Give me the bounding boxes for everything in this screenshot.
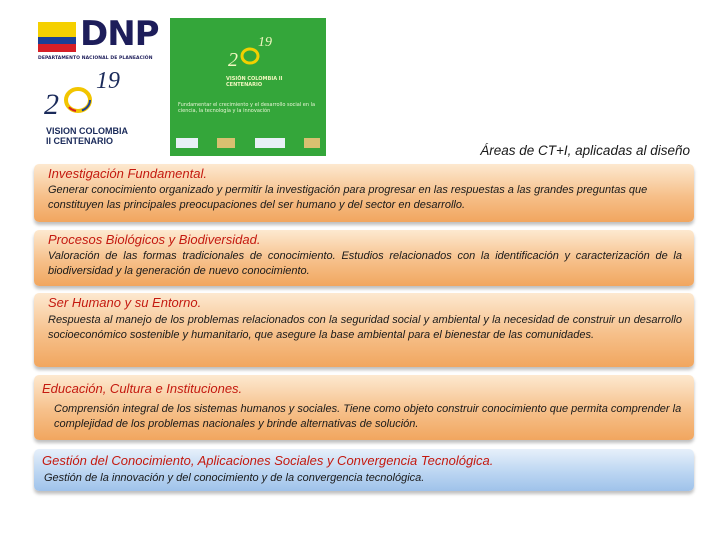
area-title: Educación, Cultura e Instituciones. — [42, 381, 243, 396]
cover-logo-icon — [176, 138, 198, 148]
area-title: Investigación Fundamental. — [48, 166, 207, 181]
area-title: Procesos Biológicos y Biodiversidad. — [48, 232, 261, 247]
area-description: Comprensión integral de los sistemas humanos y sociales. Tiene como objeto construir conocimiento que permita comprender la complejidad de los problemas nacionales y brinde alternativas de solución. — [54, 403, 682, 430]
area-description: Valoración de las formas tradicionales de conocimiento. Estudios relacionados con la identificación y caracterización de la biodiversidad y la generación de nuevo conocimiento. — [48, 250, 682, 277]
area-title: Ser Humano y su Entorno. — [48, 295, 202, 310]
cover-2019-emblem-icon — [226, 28, 276, 74]
vision-logo-text-line2: II CENTENARIO — [46, 136, 114, 146]
cover-dnp-icon — [255, 138, 285, 148]
vision-logo-text-line1: VISION COLOMBIA — [46, 126, 129, 136]
area-description: Gestión de la innovación y del conocimiento y de la convergencia tecnológica. — [44, 472, 425, 484]
cover-crest-icon — [304, 138, 320, 148]
svg-text:19: 19 — [258, 35, 272, 50]
vision-year-b: 19 — [96, 68, 120, 94]
area-box-investigacion — [34, 164, 694, 222]
area-box-procesos-biologicos — [34, 230, 694, 286]
area-description: Generar conocimiento organizado y permitir la investigación para progresar en las respuestas a las grandes preguntas que constituyen las principales preocupaciones del ser humano y del sector en desarrollo. — [48, 184, 648, 211]
cover-text: Fundamentar el crecimiento y el desarrollo social en la ciencia, la tecnología y la innovación — [178, 102, 316, 114]
vision-2019-emblem-icon — [40, 66, 170, 126]
vision-cover-image — [170, 18, 326, 156]
colombia-flag-icon — [38, 22, 76, 52]
dnp-logo-subtext: DEPARTAMENTO NACIONAL DE PLANEACIÓN — [38, 56, 153, 61]
cover-title: VISIÓN COLOMBIA II CENTENARIO — [226, 76, 283, 88]
area-title: Gestión del Conocimiento, Aplicaciones Sociales y Convergencia Tecnológica. — [42, 453, 494, 468]
area-box-educacion — [34, 375, 694, 440]
dnp-logo — [38, 14, 166, 68]
cover-seal-icon — [217, 138, 235, 148]
vision-year-a: 2 — [44, 88, 59, 121]
cover-footer-logos — [176, 136, 320, 150]
page-subtitle: Áreas de CT+I, aplicadas al diseño — [480, 143, 690, 158]
area-description: Respuesta al manejo de los problemas relacionados con la seguridad social y ambiental y la necesidad de construir un desarrollo socioeconómico sostenible y humanitario, que asegure la base ambiental para el bienestar de las comunidades. — [48, 314, 682, 341]
vision-logo-text — [46, 126, 128, 146]
svg-text:2: 2 — [228, 49, 238, 71]
area-box-gestion-conocimiento — [34, 449, 694, 491]
dnp-logo-text: DNP — [80, 14, 159, 54]
vision-colombia-logo — [40, 66, 170, 150]
area-box-ser-humano — [34, 293, 694, 367]
